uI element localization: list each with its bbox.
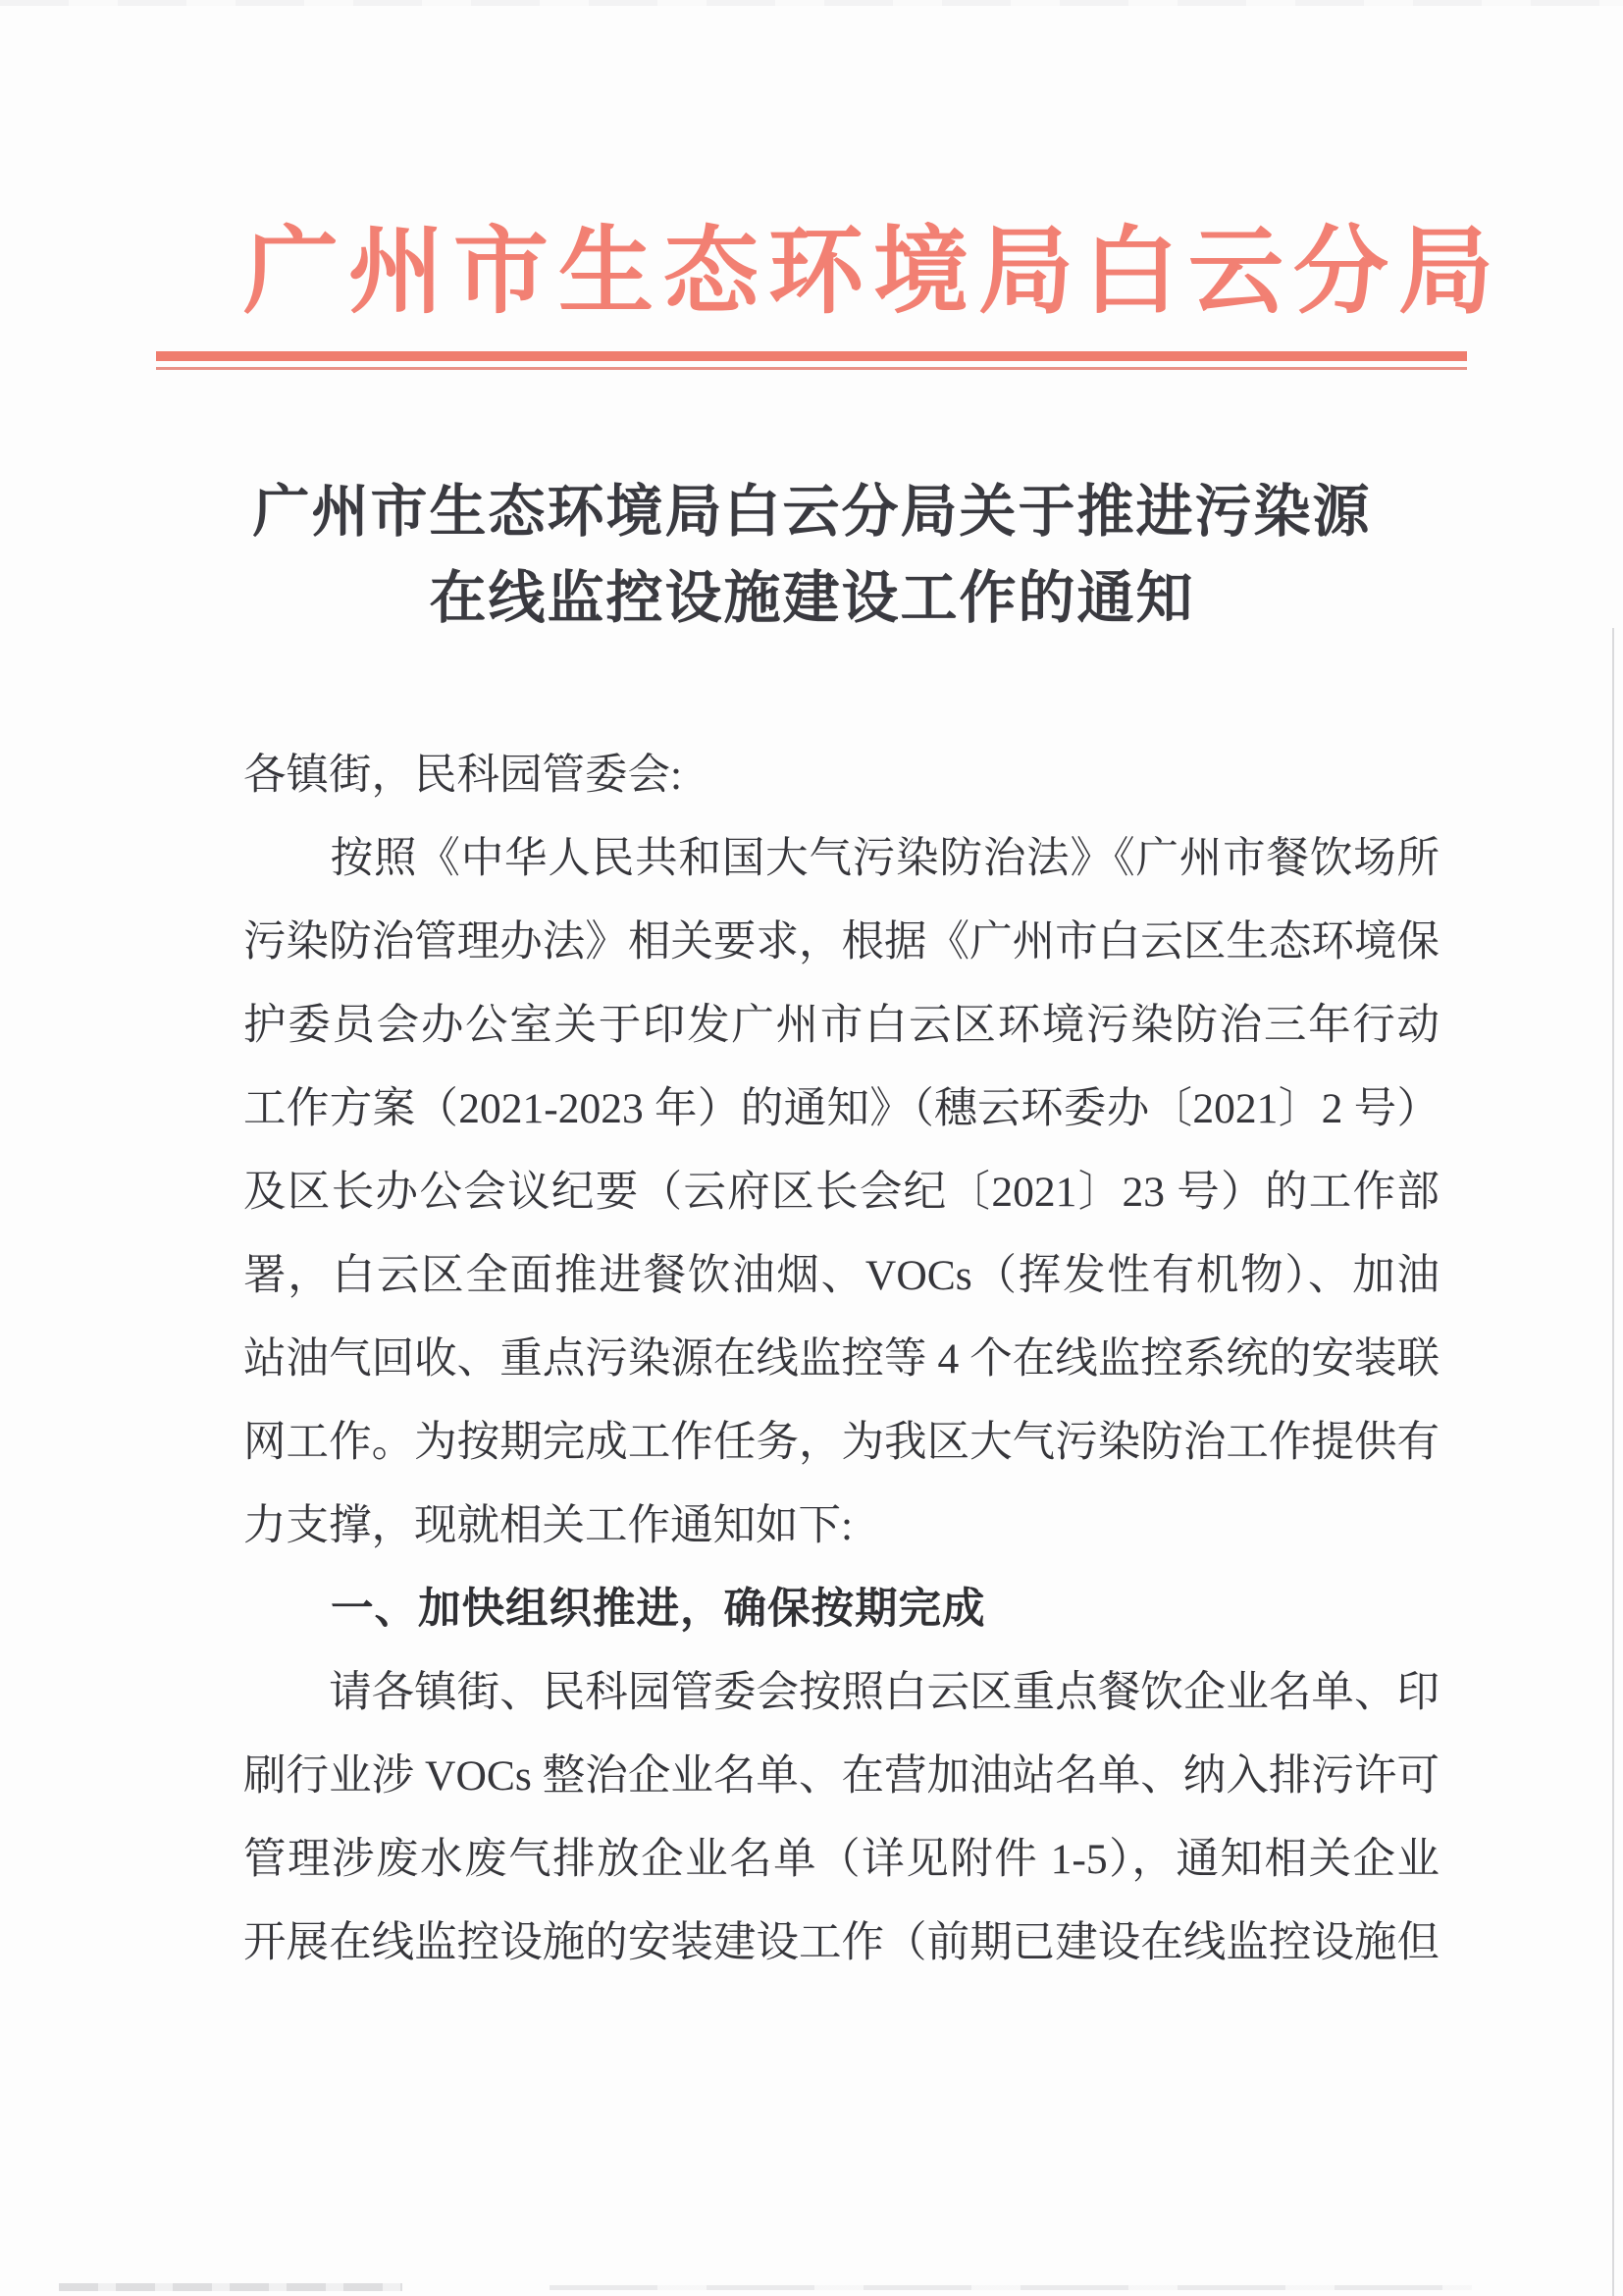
document-title [214,469,1410,642]
body-line: 及区长办公会议纪要（云府区长会纪〔2021〕23 号）的工作部 [243,1169,1440,1216]
letterhead-org-name: 广州市生态环境局白云分局 [243,220,1503,325]
body-line: 刷行业涉 VOCs 整治企业名单、在营加油站名单、纳入排污许可 [243,1752,1440,1800]
document-title-line2: 在线监控设施建设工作的通知 [429,566,1195,630]
body-line: 污染防治管理办法》相关要求，根据《广州市白云区生态环境保 [243,918,1440,965]
body-line: 工作方案（2021-2023 年）的通知》（穗云环委办〔2021〕2 号） [243,1085,1440,1132]
body-line: 开展在线监控设施的安装建设工作（前期已建设在线监控设施但 [243,1919,1440,1966]
section-heading: 一、加快组织推进，确保按期完成 [243,1586,986,1633]
scan-artifact-bottom-right [550,2285,1472,2290]
document-title-line1: 广州市生态环境局白云分局关于推进污染源 [252,480,1372,544]
body-line: 署，白云区全面推进餐饮油烟、VOCs（挥发性有机物）、加油 [243,1252,1440,1299]
body-line: 站油气回收、重点污染源在线监控等 4 个在线监控系统的安装联 [243,1335,1440,1383]
body-line: 请各镇街、民科园管委会按照白云区重点餐饮企业名单、印 [243,1669,1440,1716]
body-line: 按照《中华人民共和国大气污染防治法》《广州市餐饮场所 [243,835,1440,882]
letterhead-rule-thick [156,351,1467,361]
scan-artifact-right-edge [1612,628,1614,2296]
body-line: 护委员会办公室关于印发广州市白云区环境污染防治三年行动 [243,1002,1440,1049]
body-line: 管理涉废水废气排放企业名单（详见附件 1-5），通知相关企业 [243,1836,1440,1883]
body-line: 网工作。为按期完成工作任务，为我区大气污染防治工作提供有 [243,1419,1440,1466]
salutation-line: 各镇街，民科园管委会: [243,752,683,799]
letterhead-rule-thin [156,367,1467,370]
body-line: 力支撑，现就相关工作通知如下: [243,1502,854,1549]
document-body [243,734,1440,1985]
scan-artifact-top-edge [0,0,1623,6]
scan-artifact-bottom-left [59,2283,402,2291]
